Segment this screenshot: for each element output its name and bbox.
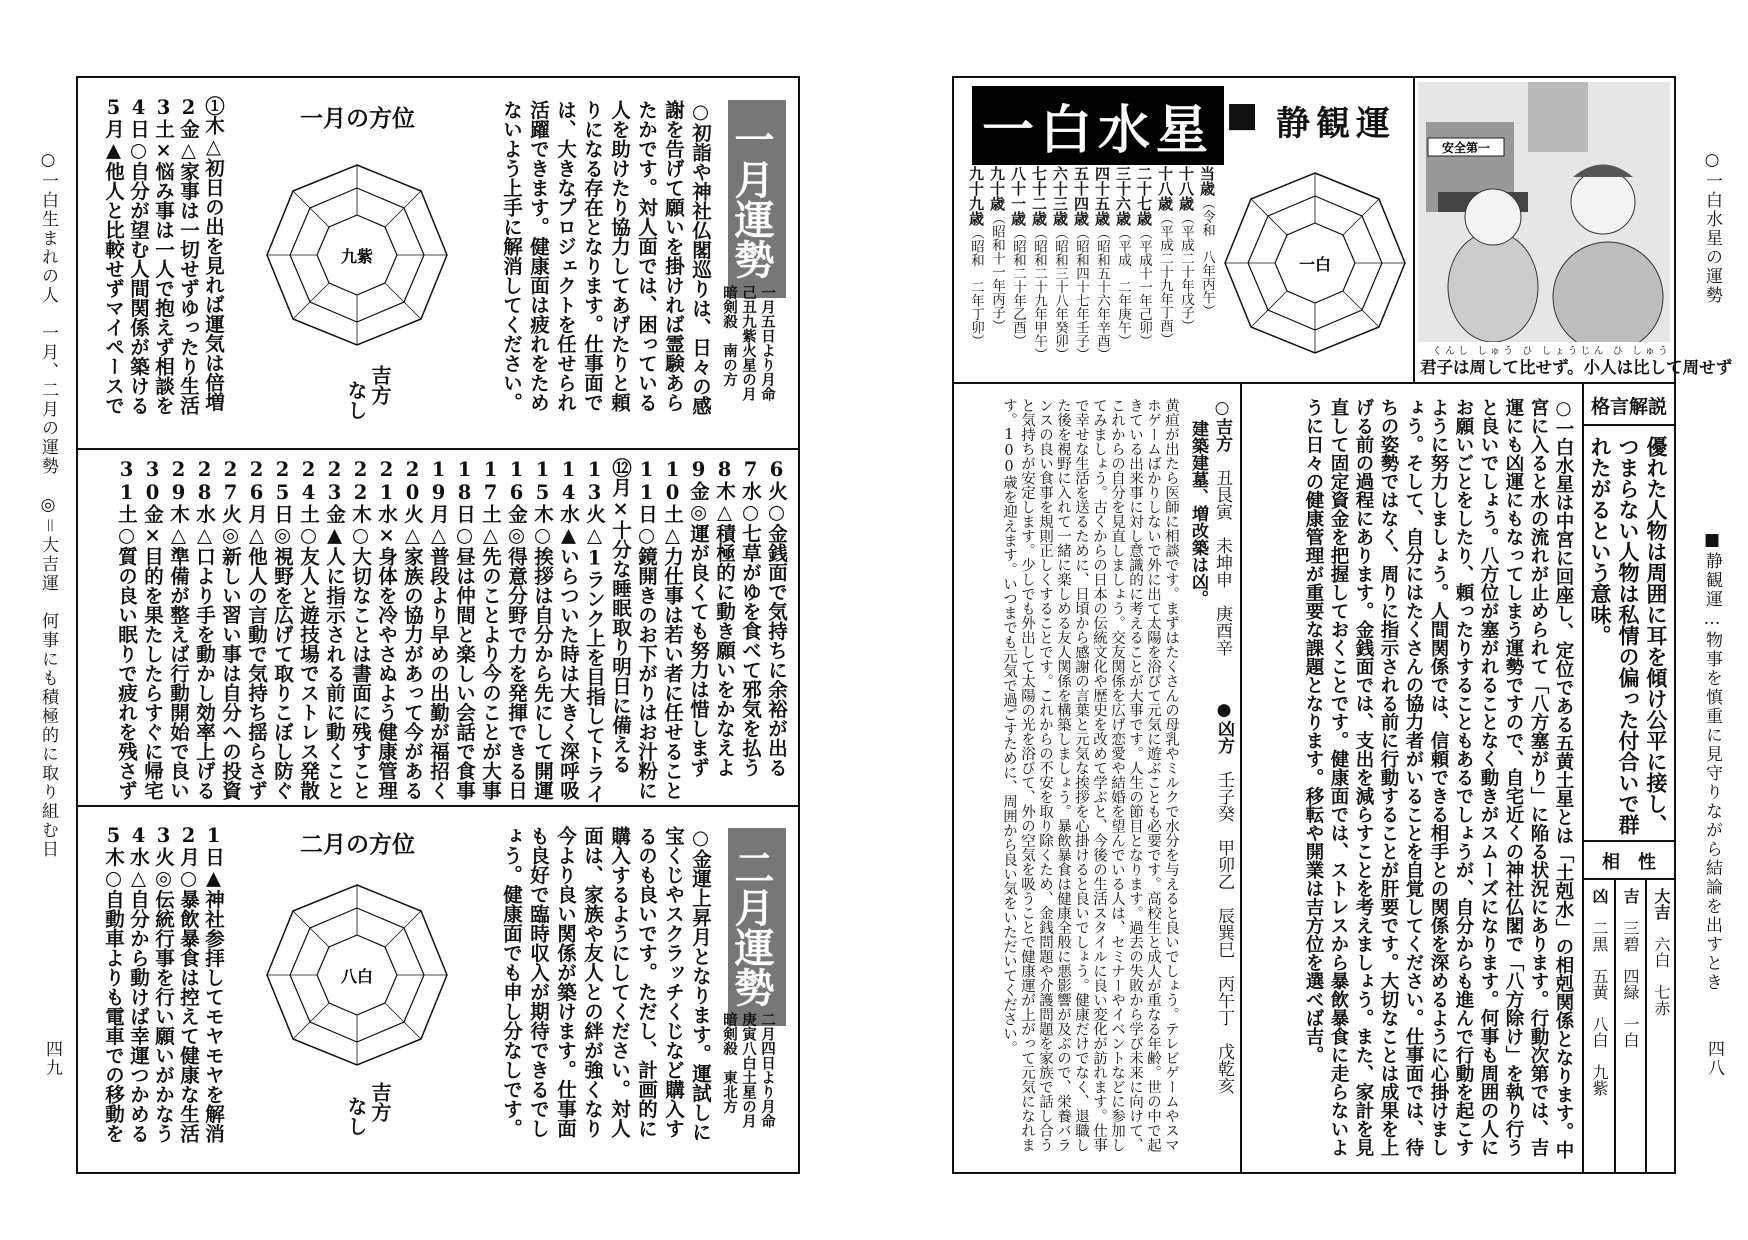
age-8-era: （昭和三十八年癸卯） bbox=[1052, 226, 1068, 361]
mid-day-10: 10土△力仕事は若い者に任せること bbox=[661, 458, 684, 800]
mid-day-25: 25日◎視野を広げて取りこぼし防ぐ bbox=[271, 458, 294, 800]
jan-lucky-label: 吉方 bbox=[368, 365, 392, 405]
age-3 bbox=[1154, 166, 1175, 346]
jan-meta-1: 一月五日より月命 bbox=[759, 285, 776, 401]
mid-day-15: 15木○挨拶は自分から先にして開運 bbox=[531, 458, 554, 800]
left-divider-bottom bbox=[76, 805, 800, 807]
age-4 bbox=[1133, 166, 1154, 348]
age-1-label: 当歳 bbox=[1198, 166, 1216, 196]
mid-day-11: 11日○鏡開きのお下がりはお汁粉に bbox=[635, 458, 658, 800]
proverb-text: 優れた人物は周囲に耳を傾け公平に接し、つまらない人物は私情の偏った付合いで群れたがるという意味。 bbox=[1588, 436, 1669, 835]
illustration-ruby: くんし しゅう ひ しょうじん ひ しゅう bbox=[1432, 346, 1671, 357]
mid-day-6: 6火○金銭面で気持ちに余裕が出る bbox=[765, 458, 788, 777]
age-10 bbox=[1007, 166, 1028, 348]
main-text: ○一白水星は中宮に回座し、定位である五黄土星とは「土剋水」の相剋関係となります。中宮に入ると水の流れが止められて「八方塞がり」に陥る状況にあります。行動次第では、吉運にも凶運にもなってしまう運勢ですので、自宅近くの神社仏閣で「八方除け」を執り行うと良いでしょう。八方位が塞がれることなく動きがスムーズになります。何事も周囲の人にお願いごとをしたり、頼ったりすることもあるでしょうが、自分からも進んで行動を起こすように努力しましょう。人間関係では、信頼できる相手との関係を深めるように心掛けましょう。そして、自分にはたくさんの協力者がいることを自覚してください。仕事面では、待ちの姿勢ではなく、周りに指示される前に行動することが肝要です。大切なことは成果を上げる前の過程にあります。金銭面では、支出を減らすことを考えましょう。また、家計を見直して固定資金を把握しておくことです。健康面では、ストレスから暴飲暴食に走らないように日々の健康管理が重要な課題となります。移転や開業は吉方位を選べば吉。 bbox=[1303, 398, 1574, 1159]
proverb-title-line bbox=[1582, 424, 1676, 426]
jan-day-4: 4日○自分が望む人間関係が築ける bbox=[127, 96, 150, 415]
age-4-label: 二十七歳 bbox=[1135, 166, 1153, 226]
age-6 bbox=[1091, 166, 1112, 361]
age-7 bbox=[1070, 166, 1091, 361]
mid-day-14: 14水▲いらついた時は大きく深呼吸 bbox=[557, 458, 580, 800]
mid-day-13: 13火△1ランク上を目指してトライ bbox=[583, 458, 606, 804]
right-sidebar-2: ■静観運…物事を慎重に見守りながら結論を出すとき bbox=[1702, 530, 1722, 992]
bad-dir bbox=[1212, 700, 1237, 1094]
mid-day-22: 22木○大切なことは書面に残すこと bbox=[349, 458, 372, 800]
feb-lucky-value: なし bbox=[344, 1096, 368, 1136]
age-8-label: 六十三歳 bbox=[1051, 166, 1069, 226]
left-sidebar: ○一白生まれの人 一月、二月の運勢 ◎＝大吉運 何事にも積極的に取り組む日 bbox=[38, 150, 58, 859]
jan-day-5: 5月▲他人と比較せずマイペースで bbox=[102, 96, 125, 415]
jan-compass bbox=[262, 160, 452, 350]
mid-day-30: 30金×目的を果たしたらすぐに帰宅 bbox=[141, 458, 164, 800]
age-12 bbox=[965, 166, 986, 348]
age-9-label: 七十二歳 bbox=[1030, 166, 1048, 226]
jan-day-2: 2金△家事は一切せずゆったり生活 bbox=[177, 96, 200, 415]
jan-day-3: 3土×悩み事は一人で抱えず相談を bbox=[152, 96, 175, 415]
aisho-row-3-label: 凶 bbox=[1590, 888, 1609, 904]
aisho-row-2-value: 三碧 四緑 一白 bbox=[1621, 920, 1640, 1048]
mid-day-31: 31土○質の良い眠りで疲れを残さず bbox=[115, 458, 138, 800]
age-10-label: 八十一歳 bbox=[1009, 166, 1027, 226]
age-5 bbox=[1112, 166, 1133, 348]
main-text-divider bbox=[1240, 382, 1242, 1174]
left-page-number: 四九 bbox=[42, 1040, 62, 1078]
lucky-dir-value: 丑艮寅 未坤申 庚酉辛 bbox=[1212, 469, 1232, 656]
age-6-label: 四十五歳 bbox=[1093, 166, 1111, 226]
aisho-top-line bbox=[1582, 840, 1676, 842]
age-1-era: （令和 八年丙午） bbox=[1199, 196, 1215, 318]
feb-compass bbox=[262, 880, 452, 1070]
age-10-era: （昭和二十年乙酉） bbox=[1010, 226, 1026, 348]
mid-day-8: 8木△積極的に動き願いをかなえよ bbox=[713, 458, 736, 777]
right-sidebar-1: ○一白水星の運勢 bbox=[1702, 150, 1722, 305]
age-5-era: （平成 二年庚午） bbox=[1115, 226, 1131, 348]
mid-day-21: 21水×身体を冷やさぬよう健康管理 bbox=[375, 458, 398, 800]
mid-day-16: 16金◎得意分野で力を発揮できる日 bbox=[505, 458, 528, 800]
age-12-era: （昭和 二年丁卯） bbox=[968, 226, 984, 348]
mid-day-24: 24土○友人と遊技場でストレス発散 bbox=[297, 458, 320, 800]
proverb-divider bbox=[1582, 382, 1584, 1174]
jan-meta-2: 己丑九紫火星の月 bbox=[740, 285, 757, 401]
feb-meta-3: 暗剣殺 東北方 bbox=[721, 1012, 738, 1114]
feb-meta bbox=[720, 1012, 777, 1152]
lucky-dir-label: ○吉方 bbox=[1212, 398, 1232, 452]
mid-day-19: 19月△普段より早めの出勤が福招く bbox=[427, 458, 450, 800]
feb-day-1: 1日▲神社参拝してモヤモヤを解消 bbox=[202, 824, 225, 1143]
age-7-label: 五十四歳 bbox=[1072, 166, 1090, 226]
aisho-row-1-label: 大吉 bbox=[1652, 888, 1671, 920]
age-9 bbox=[1028, 166, 1049, 361]
feb-day-5: 5木○自動車よりも電車での移動を bbox=[102, 824, 125, 1143]
mid-day-23: 23金▲人に指示される前に動くこと bbox=[323, 458, 346, 800]
age-11-label: 九十歳 bbox=[988, 166, 1006, 211]
right-center-star: 一白 bbox=[1298, 255, 1332, 274]
age-11-era: （昭和十一年丙子） bbox=[989, 211, 1005, 333]
aisho-row-2-label: 吉 bbox=[1621, 888, 1640, 904]
mid-day-18: 18日○昼は仲間と楽しい会話で食事 bbox=[453, 458, 476, 800]
age-1 bbox=[1196, 166, 1217, 318]
mid-day-9: 9金◎運が良くても努力は惜しまず bbox=[687, 458, 710, 777]
feb-body: ○金運上昇月となります。運試しに宝くじやスクラッチくじなど購入するのも良いです。ただし、計画的に購入するようにしてください。対人面は、家族や友人との絆が強くなり今より良い関係が築けます。仕事面も良好で臨時収入が期待できるでしょう。健康面でも申し分なしです。 bbox=[500, 826, 712, 1142]
right-compass bbox=[1220, 168, 1410, 358]
right-header-divider bbox=[1413, 76, 1415, 382]
fortune-mark: ■ bbox=[1226, 95, 1259, 135]
mid-day-17: 17土△先のことより今のことが大事 bbox=[479, 458, 502, 800]
aisho-row-3-value: 二黒 五黄 八白 九紫 bbox=[1590, 920, 1609, 1096]
age-5-label: 三十六歳 bbox=[1114, 166, 1132, 226]
aisho-row-1 bbox=[1650, 888, 1673, 1016]
lucky-dir-note: 建築建墓、増改築は凶。 bbox=[1188, 420, 1208, 607]
feb-center-star: 八白 bbox=[340, 967, 374, 986]
right-title: 一白水星 bbox=[972, 86, 1224, 165]
illustration-sign: 安全第一 bbox=[1441, 141, 1491, 155]
age-8 bbox=[1049, 166, 1070, 361]
aisho-title: 相 性 bbox=[1602, 852, 1656, 873]
age-3-label: 十八歳 bbox=[1156, 166, 1174, 211]
fortune-name: 静観運 bbox=[1276, 104, 1396, 144]
age-6-era: （昭和五十六年辛酉） bbox=[1094, 226, 1110, 361]
mid-day-27: 27火◎新しい習い事は自分への投資 bbox=[219, 458, 242, 800]
bad-dir-value: 壬子癸 甲卯乙 辰巽巳 丙午丁 戊乾亥 bbox=[1214, 771, 1234, 1094]
age-9-era: （昭和二十九年甲午） bbox=[1031, 226, 1047, 361]
jan-title: 一月運勢 bbox=[728, 100, 786, 298]
jan-day-1: ①木△初日の出を見れば運気は倍増 bbox=[202, 96, 225, 412]
aisho-col-line-1 bbox=[1614, 878, 1616, 1174]
proverb-title: 格言解説 bbox=[1590, 396, 1667, 418]
aisho-title-line bbox=[1582, 878, 1676, 880]
feb-day-4: 4水△自分から動けば幸運つかめる bbox=[127, 824, 150, 1143]
illustration bbox=[1418, 82, 1670, 342]
jan-body: ○初詣や神社仏閣巡りは、日々の感謝を告げて願いを掛ければ霊験あらたかです。対人面では、困っている人を助けたり協力してあげたりと頼りになる存在となります。仕事面では、大きなプロジェクトを任せられ活躍できます。健康面は疲れをためないよう上手に解消してください。 bbox=[500, 100, 712, 416]
feb-meta-1: 二月四日より月命 bbox=[759, 1012, 776, 1128]
jan-center-star: 九紫 bbox=[340, 247, 374, 266]
age-7-era: （昭和四十七年壬子） bbox=[1073, 226, 1089, 361]
mid-day-20: 20火△家族の協力があって今がある bbox=[401, 458, 424, 800]
mid-day-7: 7水○七草がゆを食べて邪気を払う bbox=[739, 458, 762, 777]
mid-day-26: 26月△他人の言動で気持ち揺らさず bbox=[245, 458, 268, 800]
aisho-col-line-2 bbox=[1645, 878, 1647, 1174]
lucky-dir bbox=[1210, 398, 1235, 656]
jan-lucky-value: なし bbox=[344, 380, 368, 420]
age-2 bbox=[1175, 166, 1196, 333]
aisho-row-2 bbox=[1619, 888, 1642, 1048]
jan-meta bbox=[720, 285, 777, 425]
age-3-era: （平成二十九年丁酉） bbox=[1157, 211, 1173, 346]
mid-day-12: ⑫月×十分な睡眠取り明日に備える bbox=[609, 458, 632, 774]
feb-meta-2: 庚寅八白土星の月 bbox=[740, 1012, 757, 1128]
feb-lucky-label: 吉方 bbox=[368, 1082, 392, 1122]
lower-text: 黄疸が出たら医師に相談です。まずはたくさんの母乳やミルクで水分を与えると良いでしょう。テレビゲームやスマホゲームばかりしないで外に出て太陽を浴びて元気に遊ぶことも必要です。高校生と成人が重なる年齢。世の中で起きている出来事に対し意識的に考えることが大事です。人生の節目となります。過去の失敗から学び未来に向けて、これからの自分を見直しましょう。交友関係を広げ恋愛や結婚を望んでいる人は、セミナーやイベントなどに参加してみましょう。古くからの日本の伝統文化や歴史を改めて学ぶと、今後の生活スタイルに良い変化が訪れます。仕事で幸せな生活を送るために、日頃から感謝の言葉と元気な挨拶を心掛けると良いでしょう。健康だけでなく、退職した後を視野に入れて一緒に楽しめる友人関係を構築しましょう。暴飲暴食は健康全般に悪影響が及ぶので、栄養バランスの良い食事を規則正しくすることです。これからの不安を取り除くため、金銭問題や介護問題を家族で話し合うと気持ちが安定します。少しでも外出して太陽の光を浴びて、外の空気を吸うことで健康運が上がって元気になれます。100歳を迎えます。いつまでも元気で過ごすために、周囲から良い気をいただいてください。 bbox=[1001, 398, 1179, 1152]
aisho-row-3 bbox=[1588, 888, 1611, 1096]
feb-day-3: 3火◎伝統行事を行い願いがかなう bbox=[152, 824, 175, 1143]
age-4-era: （平成十一年己卯） bbox=[1136, 226, 1152, 348]
feb-title: 二月運勢 bbox=[728, 828, 786, 1026]
aisho-row-1-value: 六白 七赤 bbox=[1652, 936, 1671, 1016]
feb-compass-title: 二月の方位 bbox=[300, 831, 415, 858]
right-divider-mid bbox=[952, 382, 1676, 384]
age-2-era: （平成二十年戊子） bbox=[1178, 211, 1194, 333]
age-11 bbox=[986, 166, 1007, 333]
illustration-caption: 君子は周して比せず。小人は比して周せず bbox=[1420, 358, 1733, 377]
age-12-label: 九十九歳 bbox=[967, 166, 985, 226]
jan-meta-3: 暗剣殺 南の方 bbox=[721, 285, 738, 387]
left-divider-top bbox=[76, 448, 800, 450]
feb-day-2: 2月○暴飲暴食は控えて健康な生活 bbox=[177, 824, 200, 1143]
age-2-label: 十八歳 bbox=[1177, 166, 1195, 211]
mid-day-29: 29木△準備が整えば行動開始で良い bbox=[167, 458, 190, 800]
right-page-number: 四八 bbox=[1704, 1040, 1724, 1078]
mid-day-28: 28水△口より手を動かし効率上げる bbox=[193, 458, 216, 800]
bad-dir-label: ●凶方 bbox=[1214, 700, 1234, 754]
jan-compass-title: 一月の方位 bbox=[300, 105, 415, 132]
